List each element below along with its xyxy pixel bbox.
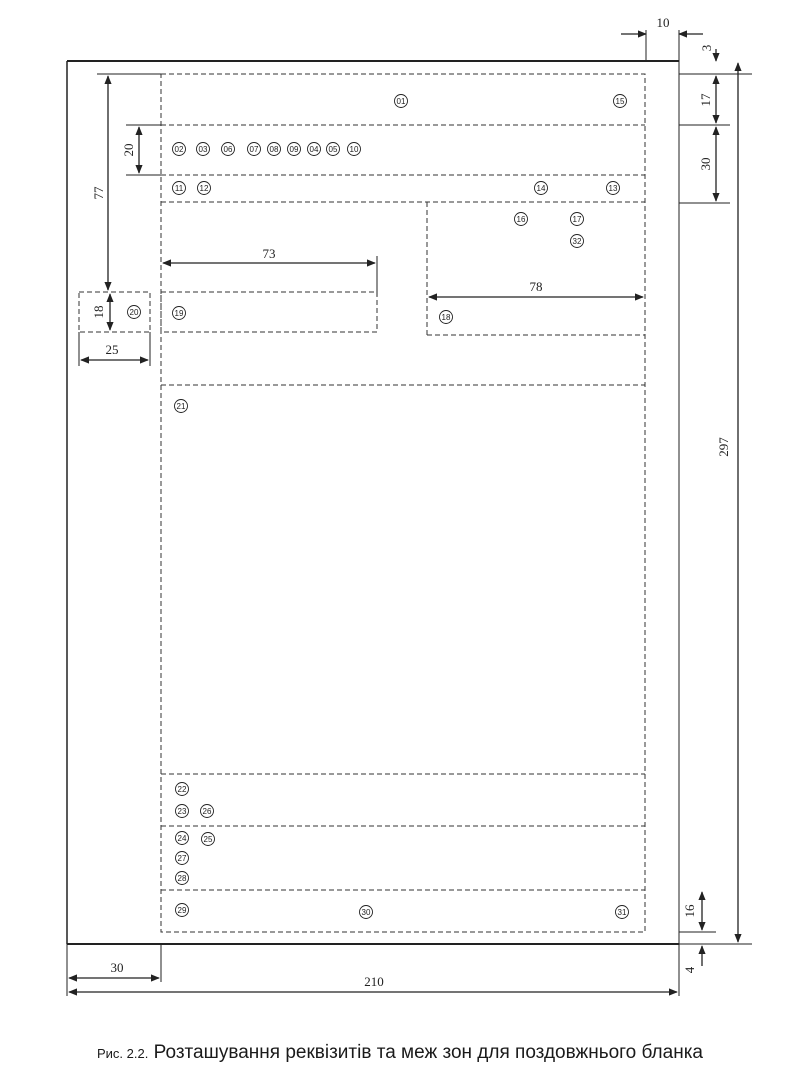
marker-22 (176, 783, 189, 796)
svg-text:29: 29 (177, 906, 187, 915)
page-outline (67, 61, 679, 944)
dim-label-line-spacing: 20 (121, 143, 136, 157)
requisite-markers (128, 95, 629, 919)
marker-12 (198, 182, 211, 195)
svg-text:30: 30 (361, 908, 371, 917)
svg-text:32: 32 (572, 237, 582, 246)
svg-text:19: 19 (174, 309, 184, 318)
svg-text:25: 25 (203, 835, 213, 844)
dim-label-top-margin: 10 (656, 15, 670, 30)
svg-text:01: 01 (396, 97, 406, 106)
dim-label-zone-top-height: 77 (91, 186, 106, 200)
dim-label-top-offset: 3 (699, 44, 714, 52)
dim-label-second-zone-height: 30 (698, 157, 713, 171)
svg-text:06: 06 (223, 145, 233, 154)
marker-11 (173, 182, 186, 195)
svg-text:15: 15 (615, 97, 625, 106)
dim-label-page-height: 297 (716, 437, 731, 457)
marker-31 (616, 906, 629, 919)
svg-text:24: 24 (177, 834, 187, 843)
dim-label-left-box-width: 73 (262, 246, 276, 261)
marker-27 (176, 852, 189, 865)
dim-label-header-height: 17 (698, 93, 713, 107)
svg-text:11: 11 (174, 184, 184, 193)
marker-24 (176, 832, 189, 845)
marker-19 (173, 307, 186, 320)
svg-text:04: 04 (309, 145, 319, 154)
svg-text:10: 10 (349, 145, 359, 154)
svg-text:26: 26 (202, 807, 212, 816)
dim-label-page-width: 210 (364, 974, 384, 989)
dim-label-stamp-width: 25 (105, 342, 119, 357)
marker-08 (268, 143, 281, 156)
svg-text:07: 07 (249, 145, 259, 154)
dim-label-left-margin: 30 (110, 960, 124, 975)
figure-caption-text: Розташування реквізитів та меж зон для поздовжнього бланка (153, 1042, 703, 1063)
marker-02 (173, 143, 186, 156)
svg-text:31: 31 (617, 908, 627, 917)
dimension-arrows (69, 34, 738, 992)
marker-16 (515, 213, 528, 226)
marker-05 (327, 143, 340, 156)
zone-boundaries (79, 74, 645, 932)
svg-text:16: 16 (516, 215, 526, 224)
marker-13 (607, 182, 620, 195)
marker-17 (571, 213, 584, 226)
marker-09 (288, 143, 301, 156)
marker-28 (176, 872, 189, 885)
svg-text:28: 28 (177, 874, 187, 883)
dim-label-right-box-width: 78 (529, 279, 543, 294)
figure-caption (0, 1042, 800, 1064)
marker-25 (202, 833, 215, 846)
marker-32 (571, 235, 584, 248)
marker-01 (395, 95, 408, 108)
marker-04 (308, 143, 321, 156)
figure-number: Рис. 2.2. (97, 1046, 149, 1061)
svg-text:27: 27 (177, 854, 187, 863)
marker-14 (535, 182, 548, 195)
marker-26 (201, 805, 214, 818)
marker-21 (175, 400, 188, 413)
marker-23 (176, 805, 189, 818)
marker-20 (128, 306, 141, 319)
svg-text:02: 02 (174, 145, 184, 154)
marker-30 (360, 906, 373, 919)
svg-text:03: 03 (198, 145, 208, 154)
svg-text:12: 12 (199, 184, 209, 193)
marker-18 (440, 311, 453, 324)
svg-text:13: 13 (608, 184, 618, 193)
svg-text:14: 14 (536, 184, 546, 193)
dim-label-bottom-offset: 4 (682, 966, 697, 974)
marker-06 (222, 143, 235, 156)
marker-10 (348, 143, 361, 156)
marker-15 (614, 95, 627, 108)
svg-text:08: 08 (269, 145, 279, 154)
svg-text:09: 09 (289, 145, 299, 154)
marker-03 (197, 143, 210, 156)
svg-text:18: 18 (441, 313, 451, 322)
svg-text:21: 21 (176, 402, 186, 411)
svg-text:17: 17 (572, 215, 582, 224)
svg-text:23: 23 (177, 807, 187, 816)
svg-text:22: 22 (177, 785, 187, 794)
marker-29 (176, 904, 189, 917)
dimension-labels (91, 15, 731, 989)
svg-text:20: 20 (129, 308, 139, 317)
dim-label-stamp-height: 18 (91, 305, 106, 319)
marker-07 (248, 143, 261, 156)
dim-label-footer-height: 16 (682, 904, 697, 918)
svg-text:05: 05 (328, 145, 338, 154)
